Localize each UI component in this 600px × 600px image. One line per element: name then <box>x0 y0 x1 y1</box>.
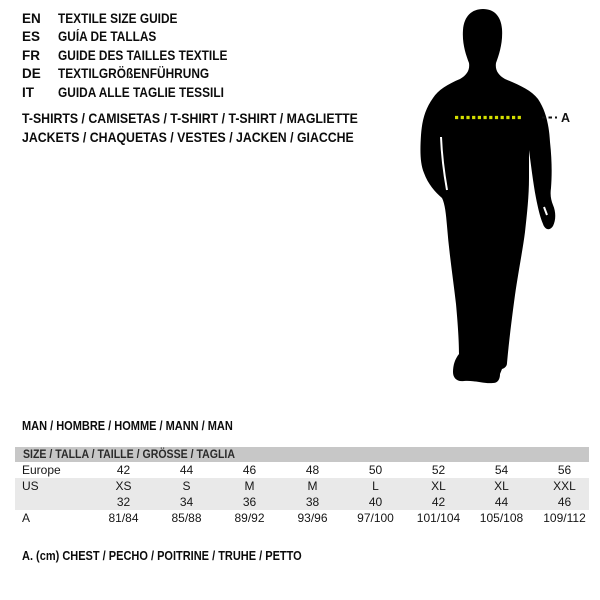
language-code: DE <box>22 66 41 82</box>
table-cell: 38 <box>305 495 320 509</box>
section-title <box>22 419 262 433</box>
table-cell: XXL <box>553 479 576 493</box>
language-label: TEXTILE SIZE GUIDE <box>58 11 178 26</box>
table-cell: 85/88 <box>171 511 202 525</box>
table-cell: 93/96 <box>297 511 328 525</box>
size-table-header <box>15 447 589 462</box>
row-label: US <box>22 479 39 493</box>
row-label: A <box>22 511 31 525</box>
size-table <box>15 447 589 526</box>
language-code: EN <box>22 11 41 26</box>
language-row-fr <box>22 47 251 65</box>
table-cell: 32 <box>116 495 131 509</box>
section-title-text: MAN / HOMBRE / HOMME / MANN / MAN <box>22 419 233 433</box>
table-cell: 81/84 <box>108 511 139 525</box>
table-row-us <box>15 478 589 494</box>
table-cell: 46 <box>242 463 257 477</box>
language-label: GUÍA DE TALLAS <box>58 29 157 45</box>
measurement-footnote-text: A. (cm) CHEST / PECHO / POITRINE / TRUHE / PETTO <box>22 549 302 563</box>
table-cell: 42 <box>431 495 446 509</box>
size-figure <box>402 2 588 394</box>
table-cell: 89/92 <box>234 511 265 525</box>
category-tshirts: T-SHIRTS / CAMISETAS / T-SHIRT / T-SHIRT / MAGLIETTE <box>22 110 358 126</box>
table-cell: 44 <box>179 463 194 477</box>
table-cell: 54 <box>494 463 509 477</box>
language-row-es <box>22 28 251 46</box>
table-cell: M <box>244 479 255 493</box>
table-cell: XS <box>115 479 132 493</box>
man-silhouette-svg <box>402 2 588 394</box>
language-label: GUIDE DES TAILLES TEXTILE <box>58 47 228 63</box>
language-code: ES <box>22 29 41 45</box>
table-cell: 42 <box>116 463 131 477</box>
language-code: IT <box>22 84 34 100</box>
table-row-europe <box>15 462 589 478</box>
table-cell: 105/108 <box>479 511 524 525</box>
row-label <box>15 494 92 510</box>
table-cell: 56 <box>557 463 572 477</box>
table-cell: L <box>372 479 379 493</box>
measure-label-a: A <box>561 111 571 125</box>
table-cell: 101/104 <box>416 511 461 525</box>
table-cell: M <box>307 479 318 493</box>
size-table-header-text: SIZE / TALLA / TAILLE / GRÖSSE / TAGLIA <box>23 447 235 461</box>
table-row-numeric <box>15 494 589 510</box>
table-row-chest-cm <box>15 510 589 526</box>
language-row-en <box>22 10 251 28</box>
man-silhouette <box>420 9 555 383</box>
table-cell: XL <box>431 479 446 493</box>
language-label: GUIDA ALLE TAGLIE TESSILI <box>58 84 224 100</box>
measurement-footnote <box>22 549 340 563</box>
language-list <box>22 10 251 102</box>
table-cell: 50 <box>368 463 383 477</box>
language-row-it <box>22 84 251 102</box>
table-cell: 44 <box>494 495 509 509</box>
row-label: Europe <box>22 463 61 477</box>
language-label: TEXTILGRÖßENFÜHRUNG <box>58 66 210 82</box>
garment-categories <box>22 109 404 147</box>
table-cell: S <box>182 479 191 493</box>
table-cell: 48 <box>305 463 320 477</box>
language-row-de <box>22 65 251 83</box>
table-cell: 36 <box>242 495 257 509</box>
table-cell: 52 <box>431 463 446 477</box>
table-cell: 46 <box>557 495 572 509</box>
table-cell: 97/100 <box>357 511 394 525</box>
table-cell: 109/112 <box>543 511 586 525</box>
table-cell: 40 <box>368 495 383 509</box>
category-jackets: JACKETS / CHAQUETAS / VESTES / JACKEN / GIACCHE <box>22 129 354 145</box>
table-cell: XL <box>494 479 509 493</box>
table-cell: 34 <box>179 495 194 509</box>
language-code: FR <box>22 47 40 63</box>
